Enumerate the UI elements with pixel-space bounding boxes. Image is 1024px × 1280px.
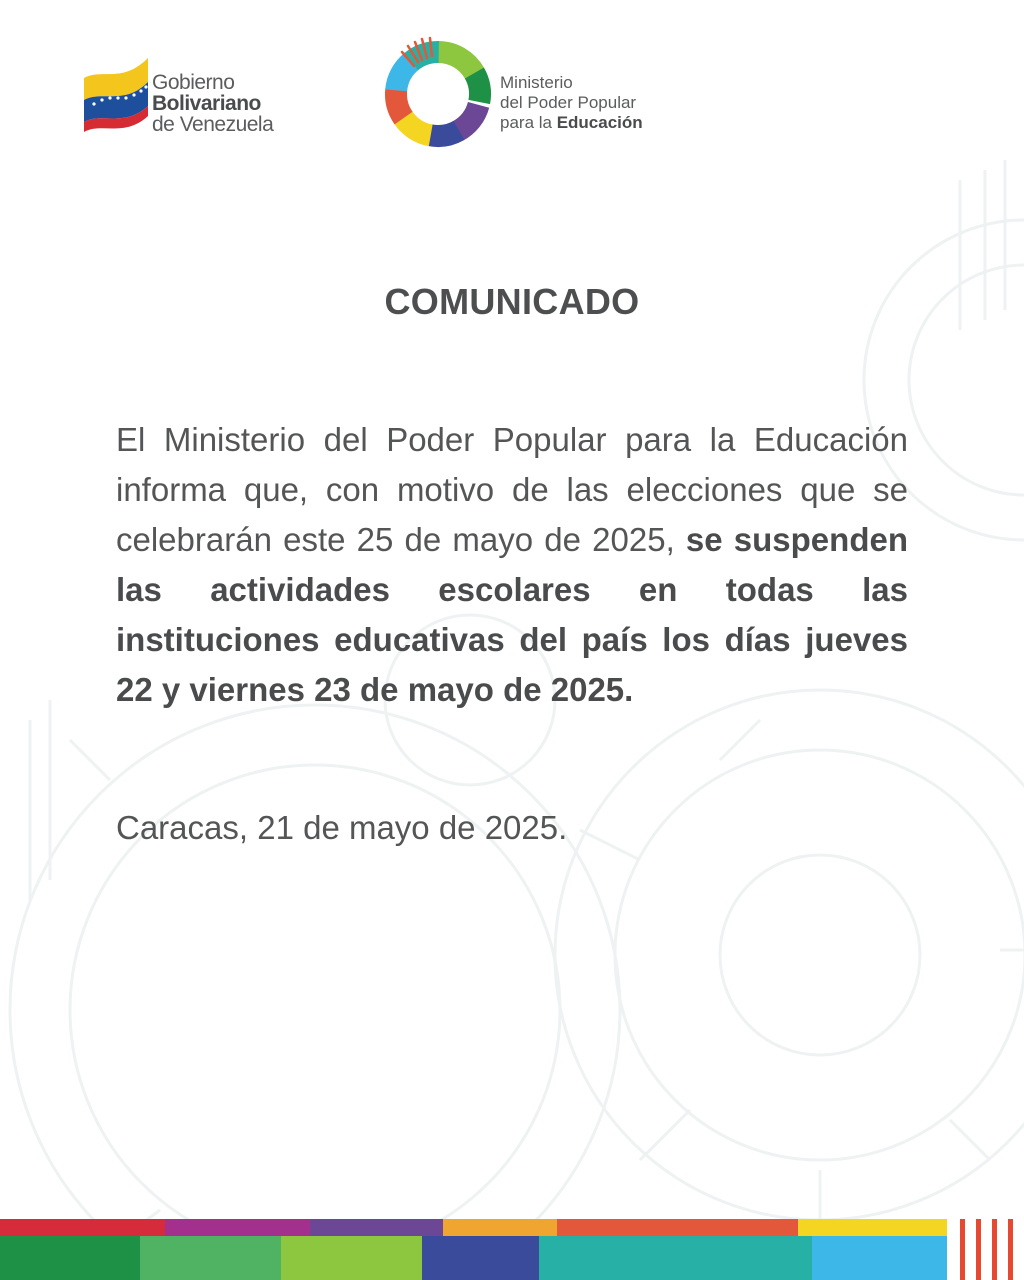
communique-body-bold: se suspenden las actividades escolares en todas las instituciones educativas del país los días jueves 22 y viernes 23 de mayo de 2025. bbox=[116, 521, 908, 708]
ministerio-line3-prefix: para la bbox=[500, 113, 557, 132]
ministerio-logo-text bbox=[500, 73, 643, 133]
communique-dateline: Caracas, 21 de mayo de 2025. bbox=[116, 809, 568, 846]
venezuela-flag-icon bbox=[82, 54, 150, 134]
footer-color-bars bbox=[0, 1219, 1024, 1280]
gobierno-line1: Gobierno bbox=[152, 71, 235, 94]
communique-title: COMUNICADO bbox=[384, 281, 640, 322]
ministerio-educacion-logo bbox=[380, 36, 670, 152]
ministerio-line1: Ministerio bbox=[500, 73, 573, 92]
education-wheel-icon bbox=[380, 36, 496, 152]
gobierno-line2: Bolivariano bbox=[152, 92, 261, 115]
ministerio-line3-bold: Educación bbox=[556, 113, 643, 132]
ministerio-line2: del Poder Popular bbox=[500, 93, 637, 112]
communique-body bbox=[116, 415, 908, 715]
communique-body-regular: El Ministerio del Poder Popular para la Educación informa que, con motivo de las elecciones que se celebrarán este 25 de mayo de 2025, bbox=[116, 421, 908, 558]
ministerio-line3 bbox=[500, 113, 643, 133]
gobierno-line3: de Venezuela bbox=[152, 113, 274, 136]
footer-stripes-icon bbox=[958, 1219, 1024, 1280]
gobierno-bolivariano-logo bbox=[82, 52, 292, 136]
gobierno-logo-text bbox=[152, 72, 273, 135]
